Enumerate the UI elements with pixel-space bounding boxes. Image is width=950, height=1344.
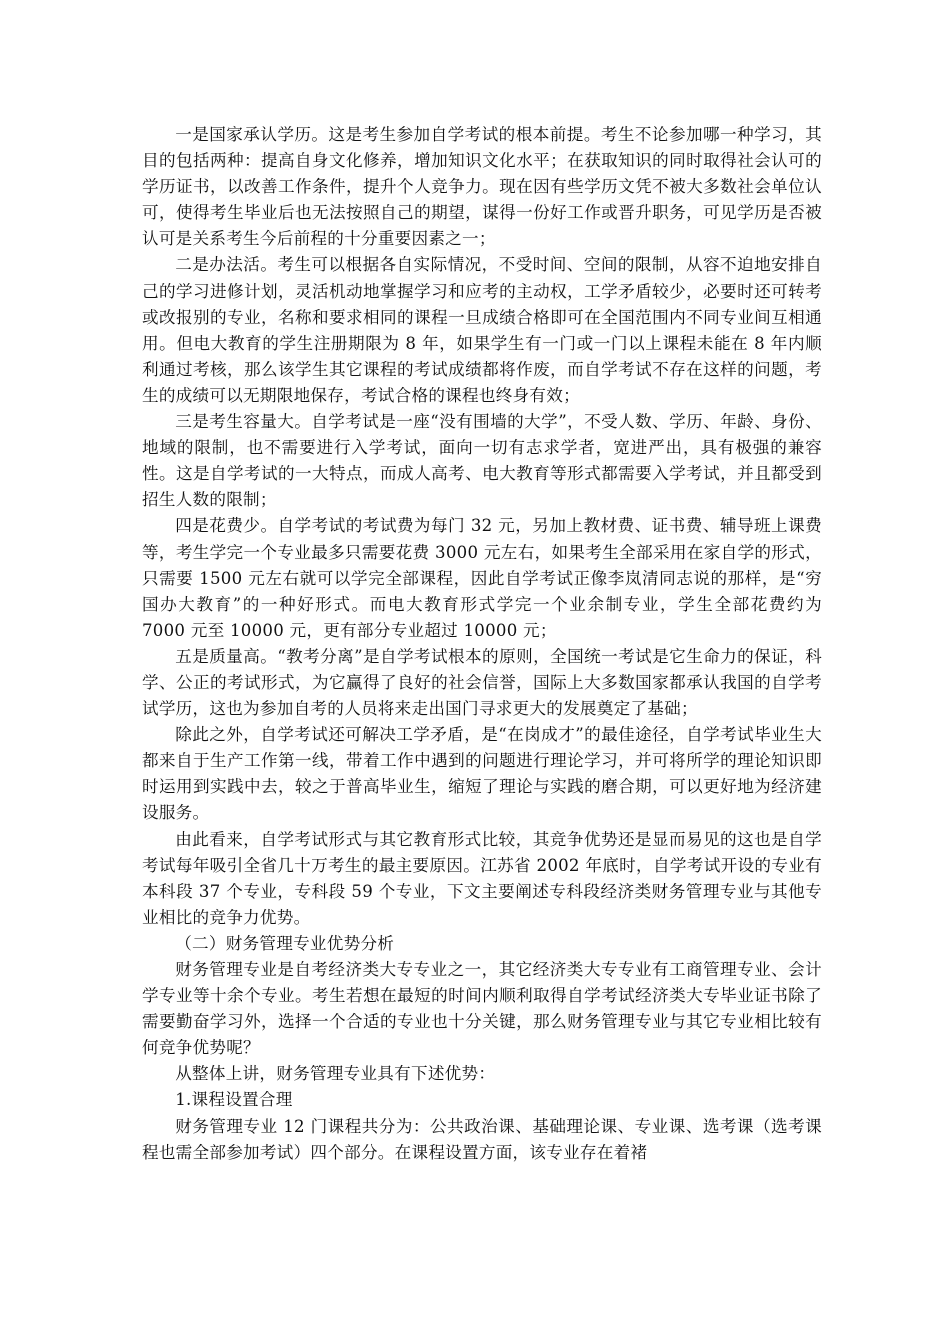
document-body [142, 122, 822, 1166]
paragraph-flexible-method: 二是办法活。考生可以根据各自实际情况，不受时间、空间的限制，从容不迫地安排自己的学习进修计划，灵活机动地掌握学习和应考的主动权，工学矛盾较少，必要时还可转考或改报别的专业，名称和要求相同的课程一旦成绩合格即可在全国范围内不同专业间互相通用。但电大教育的学生注册期限为 8 年，如果学生有一门或一门以上课程未能在 8 年内顺利通过考核，那么该学生其它课程的考试成绩都将作废，而自学考试不存在这样的问题，考生的成绩可以无期限地保存，考试合格的课程也终身有效； [142, 255, 822, 405]
subsection-heading: 1.课程设置合理 [175, 1090, 293, 1110]
paragraph-degree-recognition: 一是国家承认学历。这是考生参加自学考试的根本前提。考生不论参加哪一种学习，其目的包括两种：提高自身文化修养，增加知识文化水平；在获取知识的同时取得社会认可的学历证书，以改善工作条件，提升个人竞争力。现在因有些学历文凭不被大多数社会单位认可，使得考生毕业后也无法按照自己的期望，谋得一份好工作或晋升职务，可见学历是否被认可是关系考生今后前程的十分重要因素之一； [142, 125, 822, 249]
section-heading: （二）财务管理专业优势分析 [175, 933, 395, 953]
paragraph-major-intro: 财务管理专业是自考经济类大专专业之一，其它经济类大专专业有工商管理专业、会计学专业等十余个专业。考生若想在最短的时间内顺利取得自学考试经济类大专毕业证书除了需要勤奋学习外，选择一个合适的专业也十分关键，那么财务管理专业与其它专业相比较有何竞争优势呢？ [142, 960, 822, 1058]
paragraph-work-study: 除此之外，自学考试还可解决工学矛盾，是“在岗成才”的最佳途径，自学考试毕业生大都来自于生产工作第一线，带着工作中遇到的问题进行理论学习，并可将所学的理论知识即时运用到实践中去，较之于普高毕业生，缩短了理论与实践的磨合期，可以更好地为经济建设服务。 [142, 725, 822, 823]
paragraph-large-capacity: 三是考生容量大。自学考试是一座“没有围墙的大学”，不受人数、学历、年龄、身份、地域的限制，也不需要进行入学考试，面向一切有志求学者，宽进严出，具有极强的兼容性。这是自学考试的一大特点，而成人高考、电大教育等形式都需要入学考试，并且都受到招生人数的限制； [142, 412, 822, 510]
paragraph-conclusion: 由此看来，自学考试形式与其它教育形式比较，其竞争优势还是显而易见的这也是自学考试每年吸引全省几十万考生的最主要原因。江苏省 2002 年底时，自学考试开设的专业有本科段 37 个专业，专科段 59 个专业，下文主要阐述专科段经济类财务管理专业与其他专业相比的竞争力优势。 [142, 829, 822, 927]
paragraph-low-cost: 四是花费少。自学考试的考试费为每门 32 元，另加上教材费、证书费、辅导班上课费等，考生学完一个专业最多只需要花费 3000 元左右，如果考生全部采用在家自学的形式，只需要 1500 元左右就可以学完全部课程，因此自学考试正像李岚清同志说的那样，是“穷国办大教育”的一种好形式。而电大教育形式学完一个业余制专业，学生全部花费约为 7000 元至 10000 元，更有部分专业超过 10000 元； [142, 516, 822, 640]
paragraph-high-quality: 五是质量高。“教考分离”是自学考试根本的原则，全国统一考试是它生命力的保证，科学、公正的考试形式，为它赢得了良好的社会信誉，国际上大多数国家都承认我国的自学考试学历，这也为参加自考的人员将来走出国门寻求更大的发展奠定了基础； [142, 646, 822, 719]
paragraph-overall-advantages: 从整体上讲，财务管理专业具有下述优势： [175, 1064, 496, 1084]
paragraph-course-setup: 财务管理专业 12 门课程共分为：公共政治课、基础理论课、专业课、选考课（选考课程也需全部参加考试）四个部分。在课程设置方面，该专业存在着褚 [142, 1116, 822, 1162]
